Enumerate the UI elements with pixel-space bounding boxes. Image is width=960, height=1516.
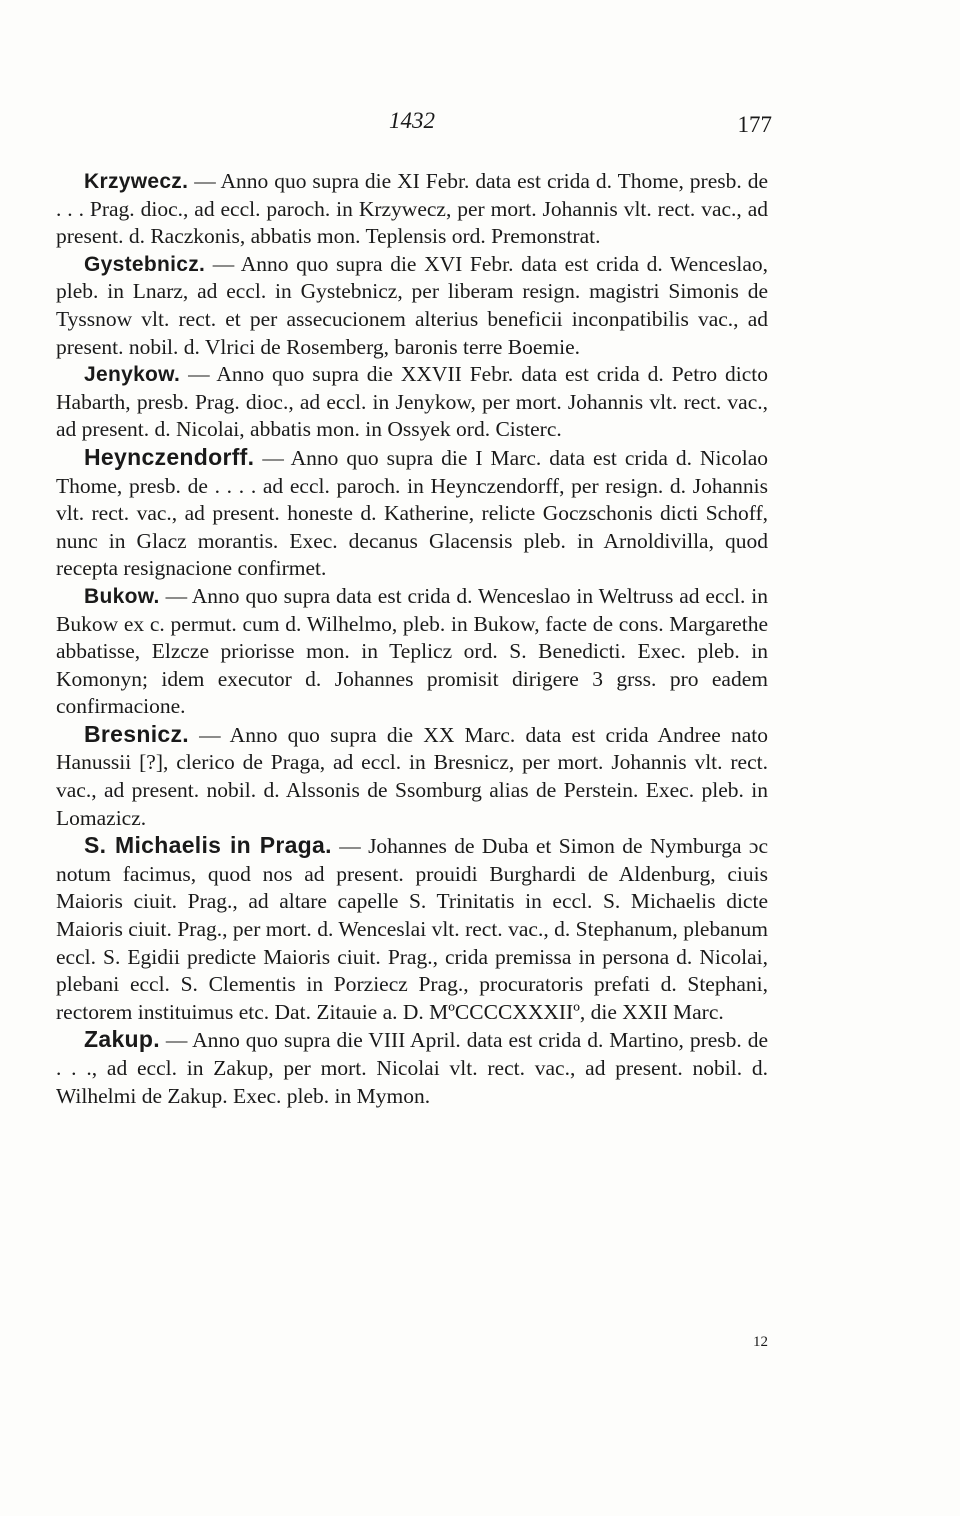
page-number: 177	[737, 112, 772, 137]
entry-zakup	[56, 1026, 768, 1110]
page	[56, 108, 772, 1350]
entry-lemma: Krzywecz.	[84, 170, 189, 193]
entries-list	[56, 168, 768, 1110]
entry-text: — Johannes de Duba et Simon de Nymburga ɔc notum facimus, quod nos ad present. prouidi Burghardi de Aldenburg, ciuis Maioris ciuit. Prag., ad altare capelle S. Trinitatis in eccl. S. Michaelis dicte Maioris ciuit. Prag., per mort. d. Wenceslai vlt. rect. vac., d. Stephanum, plebanum eccl. S. Egidii predicte Maioris ciuit. Prag., crida premissa in persona d. Nicolai, plebani eccl. S. Clementis in Porziecz Prag., procuratoris prefati d. Stephani, rectorem instituimus etc. Dat. Zitauie a. D. MºCCCCXXXIIº, die XXII Marc.	[56, 834, 768, 1024]
entry-text: — Anno quo supra data est crida d. Wenceslao in Weltruss ad eccl. in Bukow ex c. permut. cum d. Wilhelmo, pleb. in Bukow, facte de cons. Margarethe abbatisse, Elzcze priorisse mon. in Teplicz ord. S. Benedicti. Exec. pleb. in Komonyn; idem executor d. Johannes promisit dirigere 3 grss. pro eadem confirmacione.	[56, 583, 768, 719]
entry-text: — Anno quo supra die I Marc. data est crida d. Nicolao Thome, presb. de . . . . ad eccl. paroch. in Heynczendorff, per resign. d. Johannis vlt. rect. vac., ad present. honeste d. Katherine, relicte Goczschonis dicti Schoff, nunc in Glacz morantis. Exec. decanus Glacensis pleb. in Arnoldivilla, quod recepta resignacione confirmet.	[56, 445, 768, 581]
entry-lemma: Gystebnicz.	[84, 252, 206, 276]
entry-bukow	[56, 583, 768, 721]
entry-s-michaelis-in-praga	[56, 832, 768, 1026]
entry-text: — Anno quo supra die XXVII Febr. data est crida d. Petro dicto Habarth, presb. Prag. dioc., ad eccl. in Jenykow, per mort. Johannis vlt. rect. vac., ad present. d. Nicolai, abbatis mon. in Ossyek ord. Cisterc.	[56, 362, 768, 442]
entry-lemma: Heynczendorff.	[84, 443, 255, 470]
running-head	[56, 108, 772, 144]
entry-bresnicz	[56, 721, 768, 832]
entry-text: — Anno quo supra die VIII April. data est crida d. Martino, presb. de . . ., ad eccl. in Zakup, per mort. Nicolai vlt. rect. vac., ad present. nobil. d. Wilhelmi de Zakup. Exec. pleb. in Mymon.	[56, 1028, 768, 1108]
signature-mark: 12	[753, 1334, 768, 1350]
entry-krzywecz	[56, 168, 768, 251]
entry-lemma: Zakup.	[84, 1026, 160, 1053]
entry-gystebnicz	[56, 251, 768, 361]
entry-text: — Anno quo supra die XX Marc. data est crida Andree nato Hanussii [?], clerico de Praga, ad eccl. in Bresnicz, per mort. Johannis vlt. rect. vac., ad present. nobil. d. Alssonis de Ssomburg alias de Perstein. Exec. pleb. in Lomazicz.	[56, 722, 768, 830]
entry-heynczendorff	[56, 444, 768, 583]
running-head-year: 1432	[389, 108, 435, 133]
entry-lemma: Bukow.	[84, 584, 160, 608]
entry-lemma: Jenykow.	[84, 363, 181, 387]
entry-lemma: Bresnicz.	[84, 720, 189, 747]
entry-jenykow	[56, 361, 768, 444]
entry-text: — Anno quo supra die XVI Febr. data est crida d. Wenceslao, pleb. in Lnarz, ad eccl. in Gystebnicz, per liberam resign. magistri Simonis de Tyssnow vlt. rect. et per assecucionem alterius beneficii inconpatibilis vac., ad present. nobil. d. Vlrici de Rosemberg, baronis terre Boemie.	[56, 251, 768, 359]
entry-text: — Anno quo supra die XI Febr. data est crida d. Thome, presb. de . . . Prag. dioc., ad eccl. paroch. in Krzywecz, per mort. Johannis vlt. rect. vac., ad present. d. Raczkonis, abbatis mon. Teplensis ord. Premonstrat.	[56, 169, 768, 249]
entry-lemma: S. Michaelis in Praga.	[84, 832, 332, 859]
